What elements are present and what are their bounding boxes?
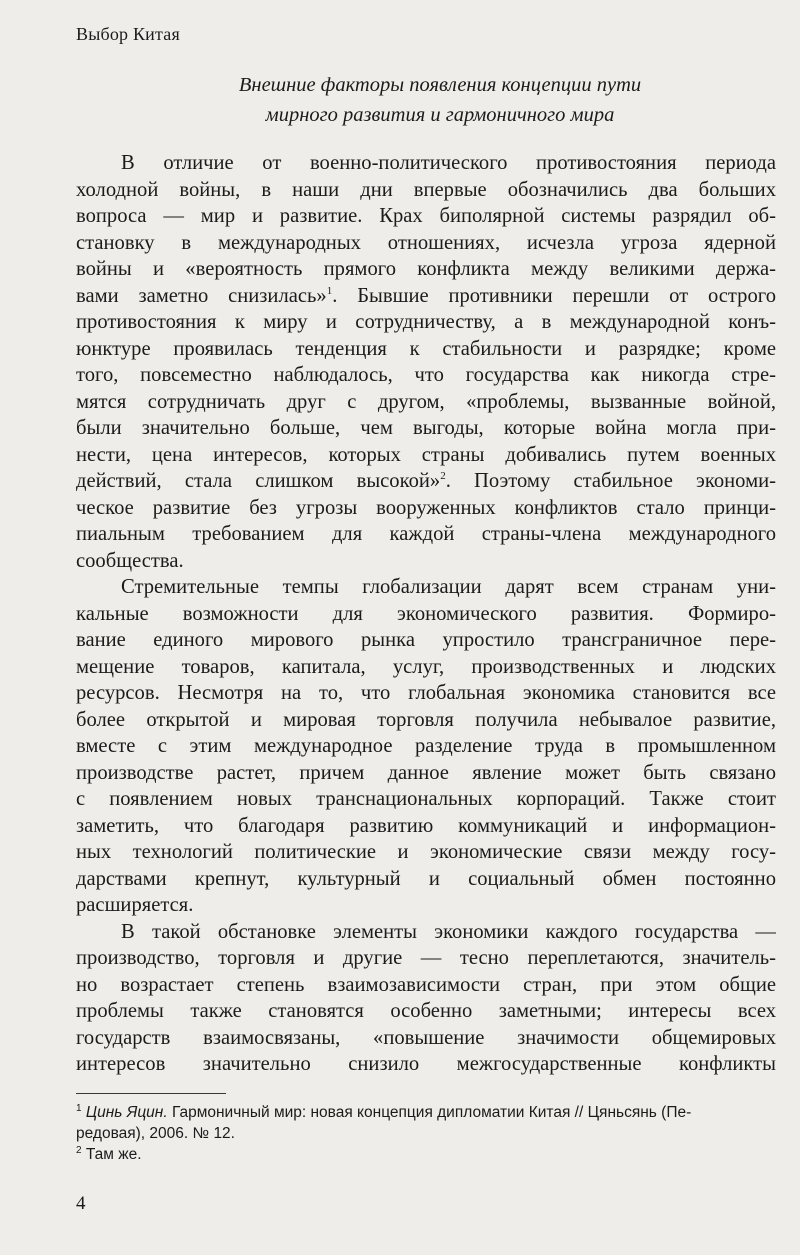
body-line: с появлением новых транснациональных корпораций. Также стоит: [76, 788, 776, 810]
body-line: войны и «вероятность прямого конфликта между великими держа-: [76, 258, 776, 280]
body-line: ресурсов. Несмотря на то, что глобальная экономика становится все: [76, 682, 776, 704]
body-text: [76, 150, 776, 1078]
section-heading-line-1: Внешние факторы появления концепции пути: [238, 74, 642, 96]
body-line: государств взаимосвязаны, «повышение значимости общемировых: [76, 1026, 776, 1049]
body-line: Стремительные темпы глобализации дарят всем странам уни-: [121, 576, 776, 598]
body-line: противостояния к миру и сотрудничеству, а в международной конъ-: [76, 311, 776, 333]
body-line-part: действий, стала слишком высокой»: [76, 470, 441, 492]
body-line: В отличие от военно-политического противостояния периода: [121, 152, 776, 174]
footnote-2-text: Там же.: [81, 1146, 142, 1163]
footnote-2: [76, 1144, 776, 1165]
body-line: нести, цена интересов, которых страны добивались путем военных: [76, 443, 776, 466]
body-line: заметить, что благодаря развитию коммуникаций и информацион-: [76, 814, 776, 837]
section-heading-line-2: мирного развития и гармоничного мира: [265, 104, 615, 126]
running-header: Выбор Китая: [76, 24, 180, 44]
footnotes: [76, 1102, 776, 1165]
page-number: 4: [76, 1193, 86, 1214]
body-line: производстве растет, причем данное явление может быть связано: [76, 761, 776, 784]
body-line: но возрастает степень взаимозависимости стран, при этом общие: [76, 973, 776, 996]
footnote-mark-1: 1: [326, 284, 333, 297]
body-line: юнктуре проявилась тенденция к стабильности и разрядке; кроме: [76, 337, 776, 360]
body-line: сообщества.: [76, 549, 184, 572]
body-line: ных технологий политические и экономические связи между госу-: [76, 841, 776, 863]
body-line: становку в международных отношениях, исчезла угроза ядерной: [76, 231, 776, 254]
footnote-mark-2: 2: [440, 470, 446, 483]
body-line: проблемы также становятся особенно заметными; интересы всех: [76, 1000, 776, 1022]
body-line: пиальным требованием для каждой страны-члена международного: [76, 523, 776, 545]
body-line-part: . Поэтому стабильное экономи-: [445, 470, 776, 492]
footnote-separator: [76, 1093, 226, 1094]
section-heading: [120, 70, 760, 130]
body-line: более открытой и мировая торговля получила небывалое развитие,: [76, 708, 776, 731]
body-line-with-footnote-2: [76, 468, 776, 495]
footnote-1-mark: 1: [76, 1102, 82, 1114]
body-line: кальные возможности для экономического развития. Формиро-: [76, 602, 776, 625]
body-line: В такой обстановке элементы экономики каждого государства —: [121, 920, 776, 943]
body-line: вание единого мирового рынка упростило трансграничное пере-: [76, 629, 776, 651]
body-line-with-footnote-1: [76, 283, 776, 310]
body-line: мещение товаров, капитала, услуг, производственных и людских: [76, 655, 776, 678]
body-line: были значительно больше, чем выгоды, которые война могла при-: [76, 417, 776, 439]
body-line: ческое развитие без угрозы вооруженных конфликтов стало принци-: [76, 496, 776, 519]
footnote-2-mark: 2: [76, 1144, 82, 1156]
body-line: интересов значительно снизило межгосударственные конфликты: [76, 1053, 776, 1075]
footnote-1: [76, 1102, 776, 1123]
body-line: вместе с этим международное разделение труда в промышленном: [76, 735, 776, 757]
body-line: холодной войны, в наши дни впервые обозначились два больших: [76, 178, 776, 201]
footnote-1-author: Цинь Яцин.: [85, 1104, 168, 1121]
body-line: дарствами крепнут, культурный и социальный обмен постоянно: [76, 867, 776, 890]
body-line-part: вами заметно снизилась»: [76, 284, 327, 307]
body-line: вопроса — мир и развитие. Крах биполярной системы разрядил об-: [76, 205, 776, 227]
body-line: мятся сотрудничать друг с другом, «проблемы, вызванные войной,: [76, 390, 776, 413]
footnote-1-continued: редовая), 2006. № 12.: [76, 1125, 235, 1142]
body-line: расширяется.: [76, 894, 194, 916]
body-line-part: . Бывшие противники перешли от острого: [332, 284, 776, 307]
footnote-1-text: Гармоничный мир: новая концепция дипломатии Китая // Цяньсянь (Пе-: [167, 1104, 692, 1121]
body-line: производство, торговля и другие — тесно переплетаются, значитель-: [76, 947, 776, 969]
body-line: того, повсеместно наблюдалось, что государства как никогда стре-: [76, 364, 776, 386]
